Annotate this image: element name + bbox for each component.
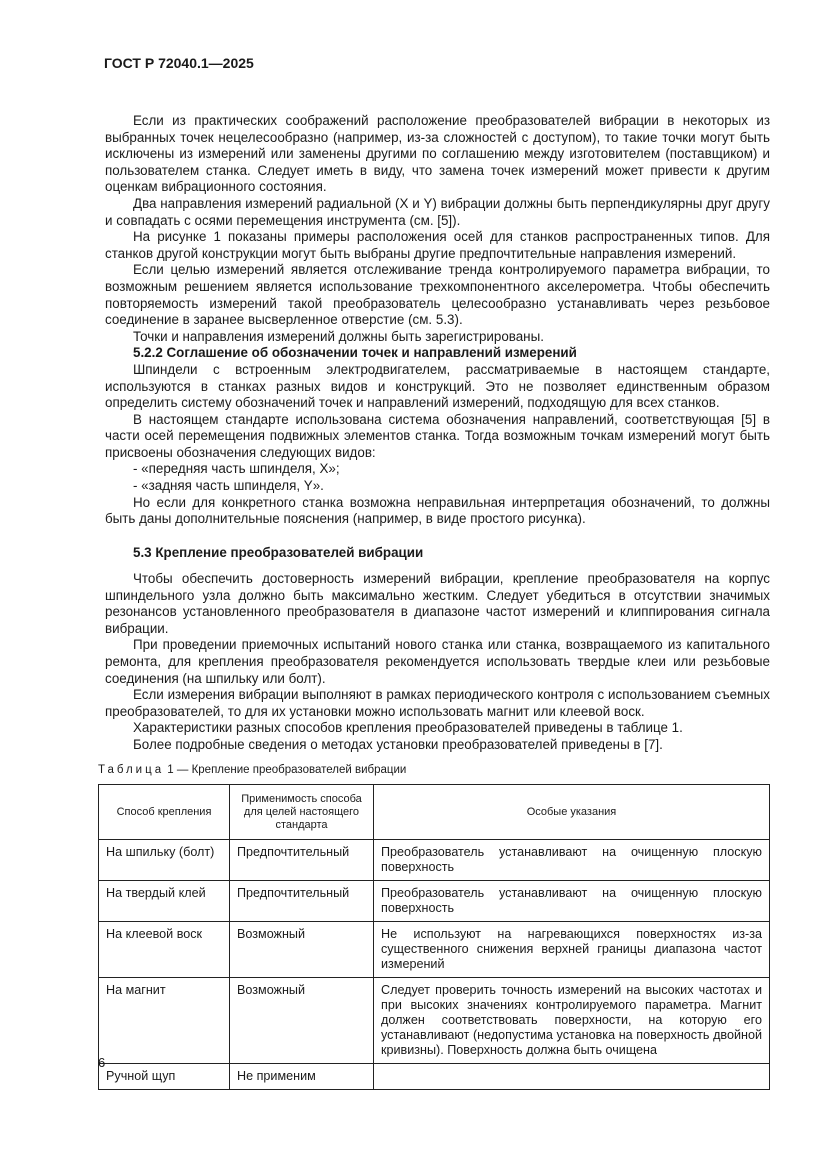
cell: Ручной щуп	[99, 1064, 230, 1090]
page-number: 6	[98, 1055, 106, 1070]
document-header: ГОСТ Р 72040.1—2025	[104, 55, 254, 71]
paragraph: Характеристики разных способов крепления преобразователей приведены в таблице 1.	[133, 720, 683, 736]
caption-label: Таблица	[98, 764, 165, 776]
list-item: - «задняя часть шпинделя, Y».	[133, 478, 324, 494]
header-cell: Особые указания	[374, 785, 770, 840]
table-caption	[98, 764, 406, 776]
cell: На шпильку (болт)	[99, 840, 230, 881]
paragraph: Два направления измерений радиальной (X и Y) вибрации должны быть перпендикулярны друг другу и совпадать с осями перемещения инструмента (см. [5]).	[105, 195, 770, 228]
cell: На твердый клей	[99, 881, 230, 922]
cell: Не применим	[230, 1064, 374, 1090]
header-cell: Способ крепления	[99, 785, 230, 840]
cell: Предпочтительный	[230, 840, 374, 881]
cell: На клеевой воск	[99, 922, 230, 978]
paragraph: На рисунке 1 показаны примеры расположения осей для станков распространенных типов. Для станков другой конструкции могут быть выбраны другие предпочтительные направления измерений.	[105, 229, 770, 261]
cell: На магнит	[99, 978, 230, 1064]
cell: Следует проверить точность измерений на высоких частотах и при высоких значениях контролируемого параметра. Магнит должен соответствовать поверхности, на которую его устанавливают (недопустима установка на поверхность двойной кривизны). Поверхность должна быть очищена	[374, 978, 770, 1064]
cell: Преобразователь устанавливают на очищенную плоскую поверхность	[374, 881, 770, 922]
cell: Возможный	[230, 978, 374, 1064]
paragraph: Но если для конкретного станка возможна неправильная интерпретация обозначений, то должны быть даны дополнительные пояснения (например, в виде простого рисунка).	[105, 494, 770, 527]
paragraph: Точки и направления измерений должны быть зарегистрированы.	[133, 328, 544, 344]
heading-5-2-2: 5.2.2 Соглашение об обозначении точек и направлений измерений	[133, 345, 577, 361]
mounting-table	[98, 784, 770, 1090]
table-row	[99, 978, 770, 1064]
paragraph: Если из практических соображений расположение преобразователей вибрации в некоторых из выбранных точек нецелесообразно (например, из-за сложностей с доступом), то такие точки могут быть исключены из измерений или заменены другими по соглашению между изготовителем (поставщиком) и пользователем станка. Следует иметь в виду, что замена точек измерений может привести к другим оценкам вибрационного состояния.	[105, 113, 770, 195]
table-row	[99, 922, 770, 978]
paragraph: Более подробные сведения о методах установки преобразователей приведены в [7].	[133, 736, 663, 752]
table-header-row	[99, 785, 770, 840]
table-row	[99, 881, 770, 922]
heading-5-3: 5.3 Крепление преобразователей вибрации	[133, 545, 424, 560]
paragraph: Шпиндели с встроенным электродвигателем, рассматриваемые в настоящем стандарте, используются в станках разных видов и конструкций. Это не позволяет единственным образом определить систему обозначений точек и направлений измерений, подходящую для всех станков.	[105, 361, 770, 411]
cell: Возможный	[230, 922, 374, 978]
paragraph: Чтобы обеспечить достоверность измерений вибрации, крепление преобразователя на корпус шпиндельного узла должно быть максимально жестким. Следует убедиться в отсутствии значимых резонансов установленного преобразователя в диапазоне частот измерений и клиппирования сигнала вибрации.	[105, 571, 770, 636]
section-5-2-text	[105, 113, 770, 528]
list-item: - «передняя часть шпинделя, X»;	[133, 461, 340, 477]
paragraph: При проведении приемочных испытаний нового станка или станка, возвращаемого из капитального ремонта, для крепления преобразователя рекомендуется использовать твердые клеи или резьбовые соединения (на шпильку или болт).	[105, 637, 770, 686]
section-5-3-text	[105, 571, 770, 754]
table-row	[99, 840, 770, 881]
paragraph: В настоящем стандарте использована система обозначения направлений, соответствующая [5] в части осей перемещения подвижных элементов станка. Тогда возможным точкам измерений могут быть присвоены обозначения следующих видов:	[105, 411, 770, 460]
caption-text: 1 — Крепление преобразователей вибрации	[164, 764, 407, 776]
paragraph: Если измерения вибрации выполняют в рамках периодического контроля с использованием съемных преобразователей, то для их установки можно использовать магнит или клеевой воск.	[105, 687, 770, 719]
paragraph: Если целью измерений является отслеживание тренда контролируемого параметра вибрации, то возможным решением является использование трехкомпонентного акселерометра. Чтобы обеспечить повторяемость измерений такой преобразователь целесообразно устанавливать через резьбовое соединение в заранее высверленное отверстие (см. 5.3).	[105, 262, 770, 328]
cell: Преобразователь устанавливают на очищенную плоскую поверхность	[374, 840, 770, 881]
header-cell: Применимость способа для целей настоящего стандарта	[230, 785, 374, 840]
table-row	[99, 1064, 770, 1090]
cell: Не используют на нагревающихся поверхностях из-за существенного снижения верхней границы диапазона частот измерений	[374, 922, 770, 978]
cell	[374, 1064, 770, 1090]
cell: Предпочтительный	[230, 881, 374, 922]
